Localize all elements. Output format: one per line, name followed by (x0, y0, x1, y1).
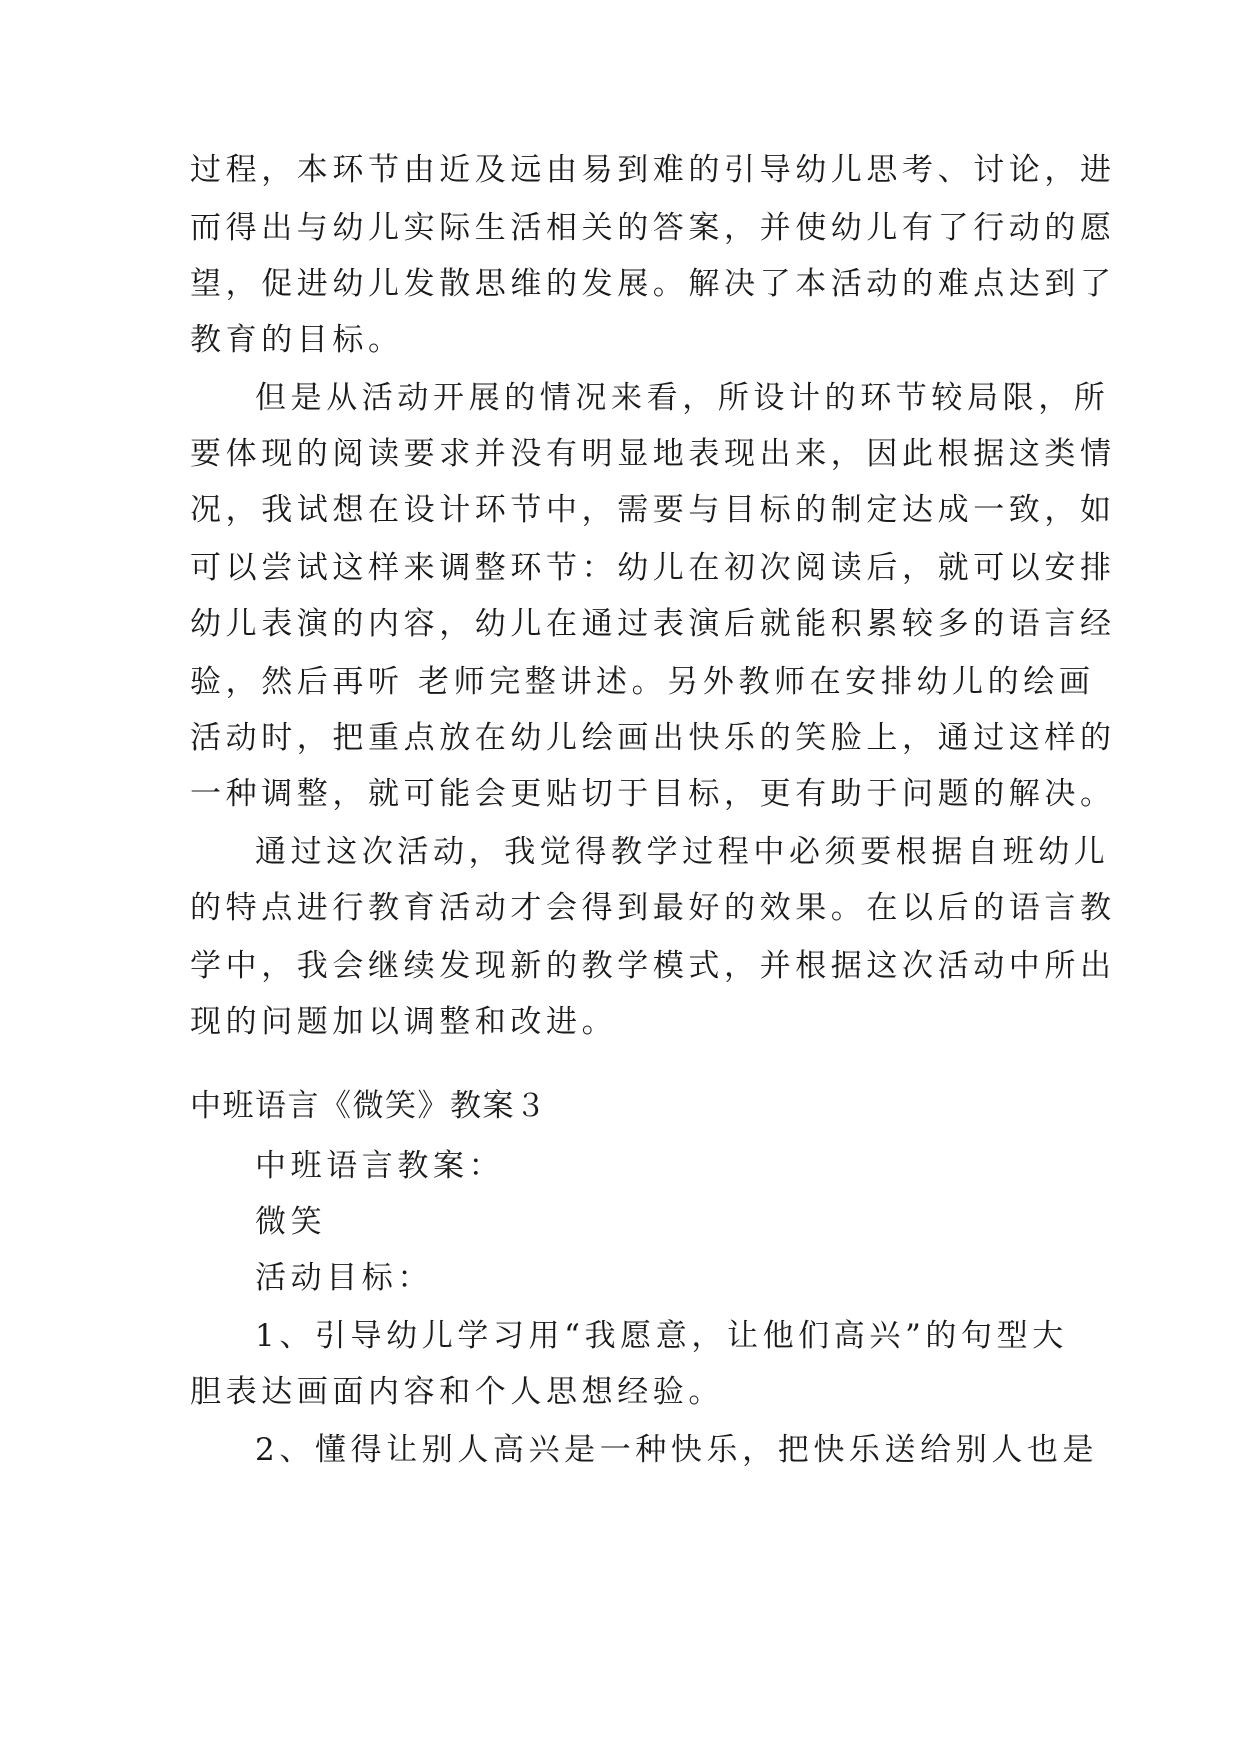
paragraph-3-line-3: 学中，我会继续发现新的教学模式，并根据这次活动中所出 (190, 948, 1116, 984)
goal-2-line-1: 2、懂得让别人高兴是一种快乐，把快乐送给别人也是 (255, 1432, 1099, 1468)
paragraph-1-line-1: 过程，本环节由近及远由易到难的引导幼儿思考、讨论，进 (190, 152, 1116, 188)
section-heading: 中班语言《微笑》教案３ (190, 1088, 548, 1124)
paragraph-2-line-1: 但是从活动开展的情况来看，所设计的环节较局限，所 (255, 380, 1110, 416)
goal-1-line-2: 胆表达画面内容和个人思想经验。 (190, 1374, 724, 1410)
plan-title: 微笑 (255, 1204, 327, 1240)
paragraph-2-line-2: 要体现的阅读要求并没有明显地表现出来，因此根据这类情 (190, 436, 1116, 472)
plan-label: 中班语言教案： (255, 1148, 505, 1184)
paragraph-2-line-5: 幼儿表演的内容，幼儿在通过表演后就能积累较多的语言经 (190, 606, 1116, 642)
goal-1-line-1: 1、引导幼儿学习用“我愿意，让他们高兴”的句型大 (255, 1318, 1068, 1354)
paragraph-2-line-6: 验，然后再听 老师完整讲述。另外教师在安排幼儿的绘画 (190, 664, 1095, 700)
paragraph-3-line-1: 通过这次活动，我觉得教学过程中必须要根据自班幼儿 (255, 834, 1110, 870)
paragraph-2-line-7: 活动时，把重点放在幼儿绘画出快乐的笑脸上，通过这样的 (190, 720, 1116, 756)
paragraph-1-line-4: 教育的目标。 (190, 322, 404, 358)
paragraph-2-line-4: 可以尝试这样来调整环节：幼儿在初次阅读后，就可以安排 (190, 550, 1116, 586)
paragraph-2-line-8: 一种调整，就可能会更贴切于目标，更有助于问题的解决。 (190, 776, 1116, 812)
goals-label: 活动目标： (255, 1260, 433, 1296)
paragraph-1-line-3: 望，促进幼儿发散思维的发展。解决了本活动的难点达到了 (190, 266, 1116, 302)
paragraph-3-line-4: 现的问题加以调整和改进。 (190, 1004, 618, 1040)
paragraph-2-line-3: 况，我试想在设计环节中，需要与目标的制定达成一致，如 (190, 492, 1116, 528)
paragraph-3-line-2: 的特点进行教育活动才会得到最好的效果。在以后的语言教 (190, 890, 1116, 926)
paragraph-1-line-2: 而得出与幼儿实际生活相关的答案，并使幼儿有了行动的愿 (190, 210, 1116, 246)
